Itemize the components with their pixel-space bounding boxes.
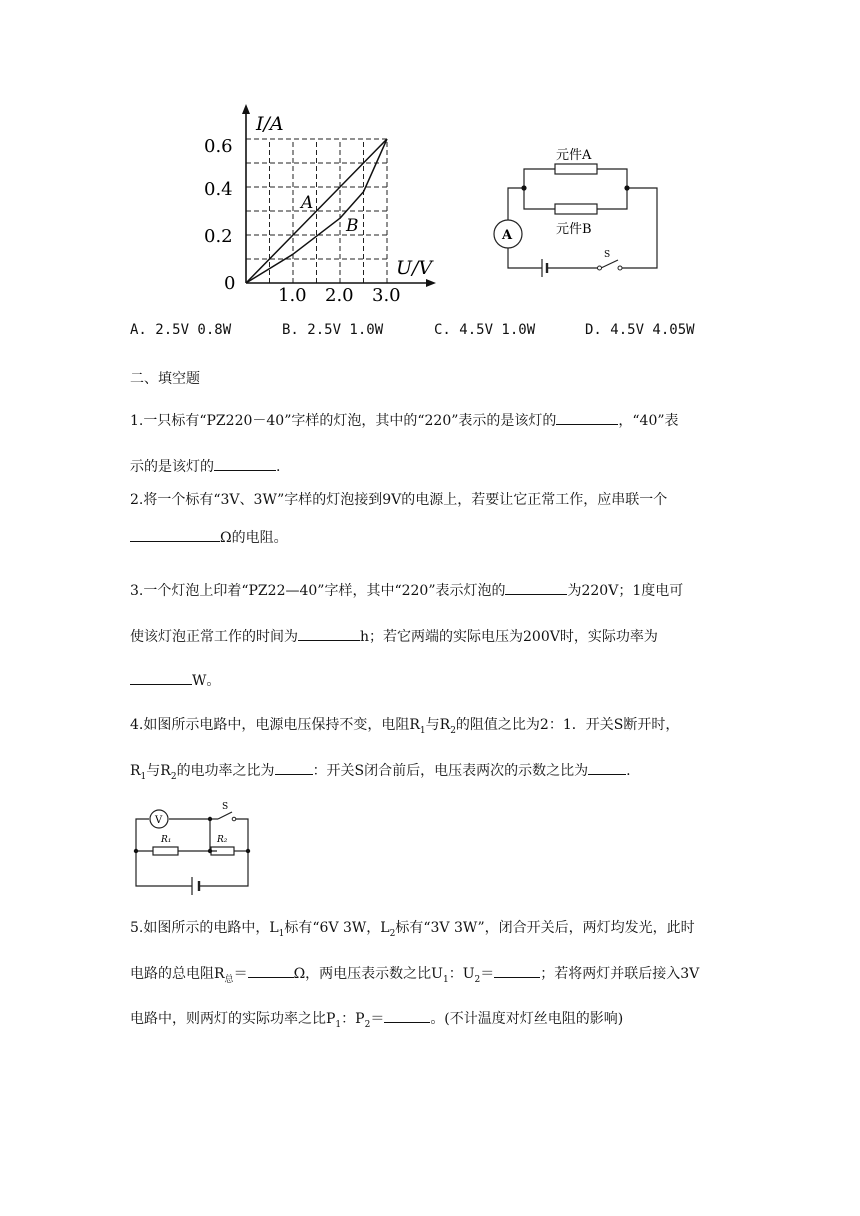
question-5-line-3	[130, 1008, 623, 1035]
junction-dot	[134, 849, 138, 853]
text: 使该灯泡正常工作的时间为	[130, 629, 298, 645]
subscript: 2	[364, 1019, 371, 1030]
y-tick-label: 0.2	[204, 226, 233, 247]
text: W。	[192, 673, 221, 689]
wire	[508, 188, 524, 220]
text: ＝	[480, 966, 495, 982]
subscript: 1	[278, 928, 285, 939]
answer-blank[interactable]	[384, 1008, 430, 1023]
text: 1.一只标有“PZ220－40”字样的灯泡，其中的“220”表示的是该灯的	[130, 413, 557, 429]
text: Ω的电阻。	[220, 530, 288, 546]
answer-blank[interactable]	[275, 760, 313, 775]
option-d: D. 4.5V 4.05W	[585, 322, 695, 338]
wire	[597, 169, 627, 188]
x-axis-arrow	[426, 279, 436, 287]
wire	[524, 188, 555, 209]
question-4-line-1	[130, 715, 679, 741]
text: 2.将一个标有“3V、3W”字样的灯泡接到9V的电源上，若要让它正常工作，应串联一个	[130, 492, 668, 508]
junction-dot	[208, 817, 212, 821]
text: ：P	[341, 1011, 365, 1027]
switch-label: S	[222, 802, 229, 812]
r2-label: R₂	[217, 835, 228, 845]
section-title: 二、填空题	[130, 371, 200, 387]
question-5-line-1	[130, 918, 695, 944]
subscript: 1	[140, 771, 147, 782]
y-tick-label: 0.4	[204, 179, 233, 200]
question-3-line-3	[130, 670, 220, 691]
answer-blank[interactable]	[130, 670, 192, 685]
r1-label: R₁	[161, 835, 172, 845]
text: 示的是该灯的	[130, 459, 214, 475]
circuit-diagram-2	[130, 800, 255, 895]
switch-contact	[598, 266, 602, 270]
text: 标有“6V 3W，L	[284, 920, 390, 936]
x-axis-label: U/V	[396, 257, 433, 279]
text: ：开关S闭合前后，电压表两次的示数之比为	[312, 763, 589, 779]
question-3-line-1	[130, 580, 683, 601]
element-a-resistor	[555, 164, 597, 174]
ammeter-label: A	[502, 228, 513, 243]
switch-label: S	[604, 250, 611, 260]
option-b: B. 2.5V 1.0W	[282, 322, 384, 338]
switch-contact	[618, 266, 622, 270]
switch-blade	[218, 812, 232, 819]
subscript: 2	[474, 974, 481, 985]
wire	[199, 851, 248, 886]
wire	[136, 851, 192, 886]
question-2-line-2	[130, 527, 288, 548]
question-3-line-2	[130, 626, 658, 647]
subscript: 总	[224, 974, 234, 985]
question-1-line-1	[130, 410, 679, 431]
text: 电路的总电阻R	[130, 966, 225, 982]
junction-dot	[208, 849, 212, 853]
wire	[508, 248, 542, 268]
element-a-label: 元件A	[556, 148, 592, 163]
text: 4.如图所示电路中，电源电压保持不变，电阻R	[130, 717, 420, 733]
answer-blank[interactable]	[214, 456, 276, 471]
question-1-line-2	[130, 456, 280, 477]
text: R	[130, 763, 141, 779]
iu-graph	[200, 100, 450, 310]
text: ：U	[448, 966, 475, 982]
element-b-label: 元件B	[556, 222, 592, 237]
wire	[136, 819, 149, 851]
subscript: 2	[450, 725, 456, 736]
subscript: 2	[170, 771, 177, 782]
text: 与R	[425, 717, 451, 733]
answer-blank[interactable]	[494, 963, 540, 978]
answer-blank[interactable]	[588, 760, 626, 775]
resistor-r1	[153, 847, 178, 855]
text: h；若它两端的实际电压为200V时，实际功率为	[360, 629, 658, 645]
wire	[169, 819, 210, 851]
wire	[524, 169, 555, 188]
curve-a-label: A	[301, 193, 314, 213]
option-c: C. 4.5V 1.0W	[434, 322, 536, 338]
text: 为220V；1度电可	[567, 583, 684, 599]
text: 的阻值之比为2：1．开关S断开时，	[455, 717, 680, 733]
text: 电路中，则两灯的实际功率之比P	[130, 1011, 336, 1027]
subscript: 1	[442, 974, 449, 985]
text: ＝	[233, 966, 248, 982]
text: ，“40”表	[618, 413, 679, 429]
answer-blank[interactable]	[505, 580, 567, 595]
text: 3.一个灯泡上印着“PZ22—40”字样，其中“220”表示灯泡的	[130, 583, 506, 599]
x-tick-label: 1.0	[278, 285, 307, 306]
junction-dot	[246, 849, 250, 853]
question-5-line-2	[130, 963, 699, 990]
junction-dot	[624, 185, 629, 190]
text: 标有“3V 3W”，闭合开关后，两灯均发光，此时	[395, 920, 695, 936]
y-axis-arrow	[242, 104, 250, 114]
text: .	[626, 763, 631, 779]
circuit-diagram-1	[480, 135, 680, 285]
y-tick-label: 0.6	[204, 136, 233, 157]
subscript: 1	[335, 1019, 342, 1030]
answer-blank[interactable]	[556, 410, 618, 425]
wire	[620, 188, 657, 268]
x-tick-label: 3.0	[372, 285, 401, 306]
answer-blank[interactable]	[248, 963, 294, 978]
wire	[234, 819, 248, 851]
text: ；若将两灯并联后接入3V	[540, 966, 700, 982]
text: 。(不计温度对灯丝电阻的影响)	[430, 1011, 624, 1027]
option-a: A. 2.5V 0.8W	[130, 322, 232, 338]
text: .	[276, 459, 281, 475]
text: 与R	[146, 763, 171, 779]
element-b-resistor	[555, 204, 597, 214]
voltmeter-label: V	[155, 815, 163, 826]
wire	[597, 188, 627, 209]
question-4-line-2	[130, 760, 631, 787]
text: ＝	[370, 1011, 385, 1027]
text: 的电功率之比为	[176, 763, 275, 779]
switch-contact	[232, 817, 236, 821]
junction-dot	[521, 185, 526, 190]
question-2-line-1	[130, 490, 667, 510]
subscript: 1	[419, 725, 426, 736]
text: 5.如图所示的电路中，L	[130, 920, 279, 936]
answer-blank[interactable]	[130, 527, 220, 542]
origin-label: 0	[224, 273, 236, 294]
curve-b-label: B	[346, 216, 359, 236]
subscript: 2	[389, 928, 396, 939]
x-tick-label: 2.0	[325, 285, 354, 306]
answer-blank[interactable]	[298, 626, 360, 641]
y-axis-label: I/A	[256, 113, 284, 135]
text: Ω，两电压表示数之比U	[293, 966, 443, 982]
switch-blade	[601, 260, 618, 268]
